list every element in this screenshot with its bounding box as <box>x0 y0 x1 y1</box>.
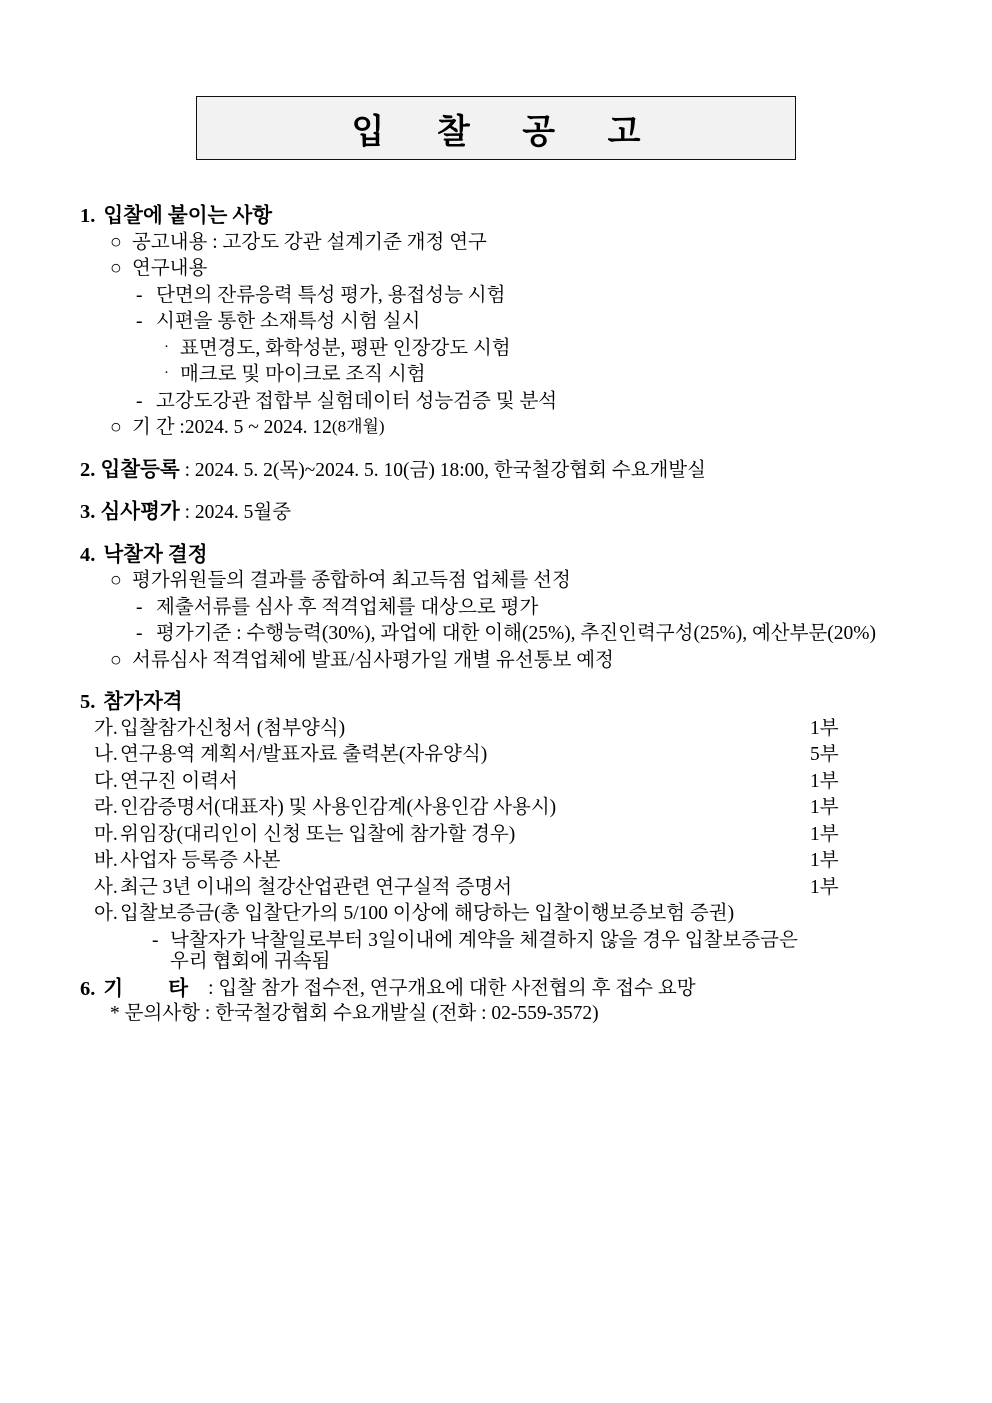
period-value: 2024. 5 ~ 2024. 12 <box>184 417 332 438</box>
section-6-title: 기 타 <box>103 977 209 1000</box>
section-5-title: 참가자격 <box>103 691 183 713</box>
list-item <box>94 798 930 818</box>
section-2-body: : 2024. 5. 2(목)~2024. 5. 10(금) 18:00, 한국철강협회 수요개발실 <box>179 459 706 481</box>
item-count: 1부 <box>810 797 839 818</box>
title-container <box>62 0 930 160</box>
item-text: 연구진 이력서 <box>120 770 238 792</box>
item-marker: 마. <box>94 823 118 845</box>
circle-marker-icon: ○ <box>110 231 122 253</box>
dash-marker-icon: - <box>136 596 143 618</box>
section-3-title: 심사평가 <box>100 501 180 523</box>
list-item-text: 단면의 잔류응력 특성 평가, 용접성능 시험 <box>156 284 506 306</box>
section-3-heading <box>62 502 930 523</box>
section-6-heading <box>62 979 930 1000</box>
contact-note: * 문의사항 : 한국철강협회 수요개발실 (전화 : 02-559-3572) <box>110 1003 599 1024</box>
period-label: 기 간 : <box>132 417 185 438</box>
circle-marker-icon: ○ <box>110 417 122 438</box>
section-2-heading <box>62 460 930 481</box>
list-item-text: 매크로 및 마이크로 조직 시험 <box>180 364 426 385</box>
list-item-text: 시편을 통한 소재특성 시험 실시 <box>156 311 421 332</box>
section-5-heading <box>62 692 930 713</box>
list-item <box>94 825 930 845</box>
item-marker: 바. <box>94 850 118 871</box>
item-text: 위임장(대리인이 신청 또는 입찰에 참가할 경우) <box>120 823 516 845</box>
item-count: 1부 <box>810 850 839 871</box>
list-item <box>62 571 930 591</box>
item-text: 입찰보증금(총 입찰단가의 5/100 이상에 해당하는 입찰이행보증보험 증권) <box>120 903 735 924</box>
dot-marker-icon: · <box>164 365 169 381</box>
section-1-number: 1. <box>80 205 96 227</box>
qualification-list <box>62 719 930 972</box>
circle-marker-icon: ○ <box>110 258 122 279</box>
period-row <box>62 418 930 438</box>
section-2-number: 2. <box>80 458 96 481</box>
list-item <box>62 286 930 306</box>
dot-marker-icon: · <box>164 338 169 355</box>
list-item <box>62 598 930 618</box>
list-item <box>62 259 930 279</box>
item-count: 1부 <box>810 717 839 739</box>
item-marker: 라. <box>94 797 118 818</box>
dash-marker-icon: - <box>136 623 143 644</box>
list-item <box>94 772 930 792</box>
list-item <box>62 312 930 332</box>
list-item-text: 공고내용 : 고강도 강관 설계기준 개정 연구 <box>132 231 487 253</box>
list-item-text: 제출서류를 심사 후 적격업체를 대상으로 평가 <box>156 596 539 618</box>
list-item <box>94 745 930 765</box>
list-item <box>62 365 930 385</box>
item-text: 사업자 등록증 사본 <box>120 850 281 871</box>
dash-marker-icon: - <box>136 311 143 332</box>
item-text: 입찰참가신청서 (첨부양식) <box>120 717 346 739</box>
item-count: 1부 <box>810 770 839 792</box>
section-6-body: : 입찰 참가 접수전, 연구개요에 대한 사전협의 후 접수 요망 <box>208 977 696 999</box>
section-4-number: 4. <box>80 543 96 566</box>
item-marker: 사. <box>94 876 118 898</box>
section-3-body: : 2024. 5월중 <box>179 502 292 523</box>
item-marker: 아. <box>94 903 118 924</box>
item-count: 1부 <box>810 823 839 845</box>
list-item-text: 평가위원들의 결과를 종합하여 최고득점 업체를 선정 <box>132 570 571 591</box>
list-item <box>62 233 930 253</box>
list-item <box>62 624 930 644</box>
section-2-title: 입찰등록 <box>100 458 180 481</box>
list-item-continuation: 우리 협회에 귀속됨 <box>170 951 331 972</box>
list-item <box>94 719 930 739</box>
list-item <box>94 904 930 924</box>
page-title: 입 찰 공 고 <box>351 113 663 151</box>
section-1-title: 입찰에 붙이는 사항 <box>103 205 273 227</box>
list-item-text: 낙찰자가 낙찰일로부터 3일이내에 계약을 체결하지 않을 경우 입찰보증금은 <box>170 929 798 951</box>
item-count: 1부 <box>810 876 839 898</box>
list-item <box>62 651 930 671</box>
list-item-text: 평가기준 : 수행능력(30%), 과업에 대한 이해(25%), 추진인력구성(25%), 예산부문(20%) <box>156 623 877 644</box>
document-body <box>62 206 930 1024</box>
circle-marker-icon: ○ <box>110 649 122 671</box>
list-item <box>94 931 930 951</box>
list-item <box>62 339 930 359</box>
period-suffix: (8개월) <box>331 417 385 436</box>
title-box <box>196 96 796 160</box>
list-item <box>62 392 930 412</box>
item-marker: 나. <box>94 744 118 765</box>
list-item-text: 표면경도, 화학성분, 평판 인장강도 시험 <box>180 337 511 359</box>
list-item-text: 서류심사 적격업체에 발표/심사평가일 개별 유선통보 예정 <box>132 649 614 671</box>
list-item <box>94 878 930 898</box>
item-count: 5부 <box>810 744 839 765</box>
circle-marker-icon: ○ <box>110 570 122 591</box>
section-1-heading <box>62 206 930 227</box>
section-4-heading <box>62 545 930 566</box>
item-text: 최근 3년 이내의 철강산업관련 연구실적 증명서 <box>120 876 513 898</box>
dash-marker-icon: - <box>152 929 159 951</box>
list-item-text: 고강도강관 접합부 실험데이터 성능검증 및 분석 <box>156 390 558 412</box>
section-6-number: 6. <box>80 977 96 1000</box>
section-4-title: 낙찰자 결정 <box>103 543 208 566</box>
item-text: 인감증명서(대표자) 및 사용인감계(사용인감 사용시) <box>120 797 557 818</box>
item-text: 연구용역 계획서/발표자료 출력본(자유양식) <box>120 744 488 765</box>
list-item <box>94 851 930 871</box>
section-3-number: 3. <box>80 501 96 523</box>
item-marker: 다. <box>94 770 118 792</box>
list-item-text: 연구내용 <box>132 258 208 279</box>
dash-marker-icon: - <box>136 284 143 306</box>
dash-marker-icon: - <box>136 390 143 412</box>
section-5-number: 5. <box>80 691 96 713</box>
item-marker: 가. <box>94 717 118 739</box>
